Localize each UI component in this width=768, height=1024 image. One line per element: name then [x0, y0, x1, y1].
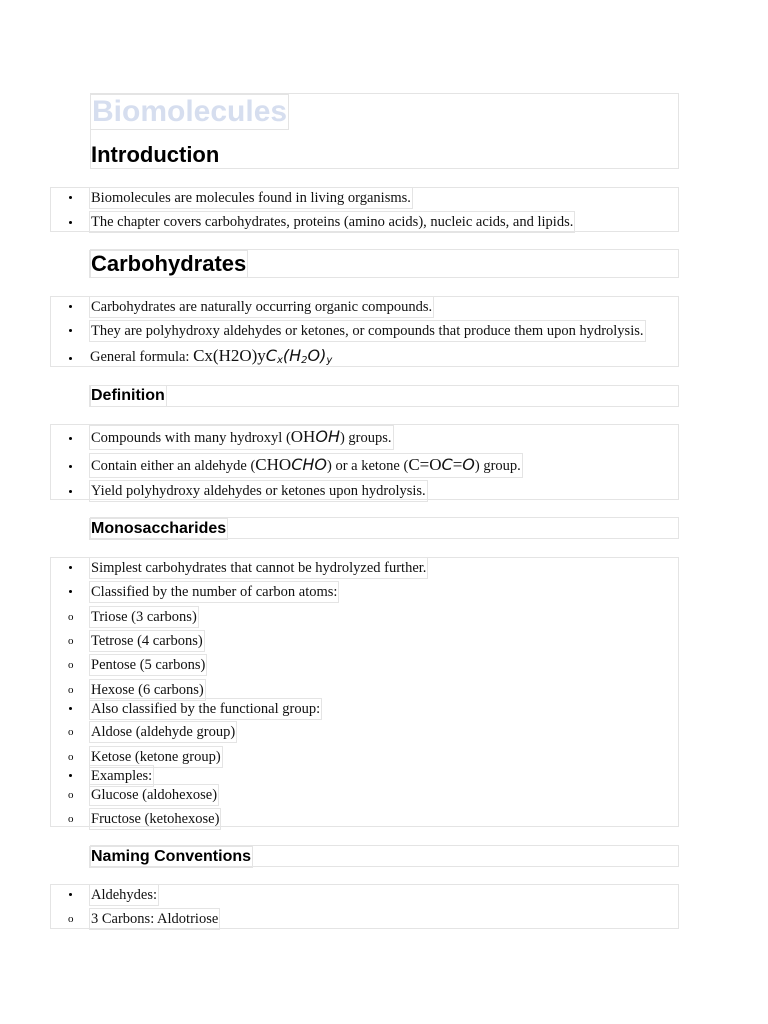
formula-math-x: x: [276, 355, 283, 366]
sub-bullet-icon: o: [68, 751, 74, 763]
formula-plain: Cx(H2O)y: [193, 346, 266, 365]
formula-math-2: 2: [301, 355, 308, 366]
formula-math-o: O): [307, 346, 327, 365]
list-item: Hexose (6 carbons): [89, 679, 206, 701]
text-span: ) or a ketone (: [326, 458, 409, 474]
math-italic: C: [441, 455, 453, 474]
heading-naming-conventions: Naming Conventions: [89, 846, 253, 868]
bullet-icon: [69, 196, 72, 199]
list-item: Carbohydrates are naturally occurring organic compounds.: [89, 296, 434, 318]
bullet-icon: [69, 707, 72, 710]
formula-line: [90, 345, 332, 372]
list-item: Tetrose (4 carbons): [89, 630, 205, 652]
sub-bullet-icon: o: [68, 635, 74, 647]
math-italic: CHO: [291, 455, 327, 474]
list-item: Examples:: [89, 765, 154, 787]
definition-heading-box: [90, 385, 679, 407]
heading-monosaccharides: Monosaccharides: [89, 518, 228, 540]
formula-label: General formula:: [90, 349, 194, 365]
bullet-icon: [69, 774, 72, 777]
sub-bullet-icon: o: [68, 789, 74, 801]
heading-introduction: Introduction: [91, 142, 220, 167]
bullet-icon: [69, 465, 72, 468]
formula-math-y: y: [326, 355, 333, 366]
list-item: They are polyhydroxy aldehydes or ketones, or compounds that produce them upon hydrolysis.: [89, 320, 646, 342]
formula-math-h: (H: [282, 346, 302, 365]
bullet-icon: [69, 893, 72, 896]
list-item: Also classified by the functional group:: [89, 698, 322, 720]
list-item: Ketose (ketone group): [89, 746, 223, 768]
bullet-icon: [69, 357, 72, 360]
list-item: Glucose (aldohexose): [89, 784, 219, 806]
bullet-icon: [69, 590, 72, 593]
math-plain: CHO: [255, 455, 292, 474]
list-item: Biomolecules are molecules found in living organisms.: [89, 187, 413, 209]
heading-definition: Definition: [89, 385, 167, 407]
definition-item-2: [89, 453, 523, 478]
sub-bullet-icon: o: [68, 611, 74, 623]
sub-bullet-icon: o: [68, 659, 74, 671]
text-span: ) group.: [474, 458, 521, 474]
sub-bullet-icon: o: [68, 913, 74, 925]
bullet-icon: [69, 329, 72, 332]
sub-bullet-icon: o: [68, 684, 74, 696]
sub-bullet-icon: o: [68, 726, 74, 738]
bullet-icon: [69, 437, 72, 440]
page-title: Biomolecules: [92, 95, 288, 128]
text-span: ) groups.: [339, 430, 392, 446]
bullet-icon: [69, 305, 72, 308]
formula-math-c: C: [265, 346, 277, 365]
math-italic: O: [462, 455, 475, 474]
list-item: Aldose (aldehyde group): [89, 721, 237, 743]
math-plain: =: [452, 455, 463, 474]
text-span: Compounds with many hydroxyl (: [91, 430, 291, 446]
text-span: Contain either an aldehyde (: [91, 458, 256, 474]
heading-carbohydrates: Carbohydrates: [91, 251, 247, 276]
definition-item-1: [89, 425, 394, 450]
list-item: Triose (3 carbons): [89, 606, 199, 628]
list-item: Fructose (ketohexose): [89, 808, 221, 830]
list-item: Aldehydes:: [89, 884, 159, 906]
definition-item-3: Yield polyhydroxy aldehydes or ketones upon hydrolysis.: [89, 480, 428, 502]
math-plain: OH: [290, 427, 316, 446]
list-item: The chapter covers carbohydrates, proteins (amino acids), nucleic acids, and lipids.: [89, 211, 575, 233]
bullet-icon: [69, 566, 72, 569]
list-item: Pentose (5 carbons): [89, 654, 207, 676]
sub-bullet-icon: o: [68, 813, 74, 825]
math-italic: OH: [315, 427, 340, 446]
bullet-icon: [69, 490, 72, 493]
list-item: 3 Carbons: Aldotriose: [89, 908, 220, 930]
math-plain: C=O: [408, 455, 442, 474]
list-item: Simplest carbohydrates that cannot be hydrolyzed further.: [89, 557, 428, 579]
bullet-icon: [69, 221, 72, 224]
list-item: Classified by the number of carbon atoms:: [89, 581, 339, 603]
